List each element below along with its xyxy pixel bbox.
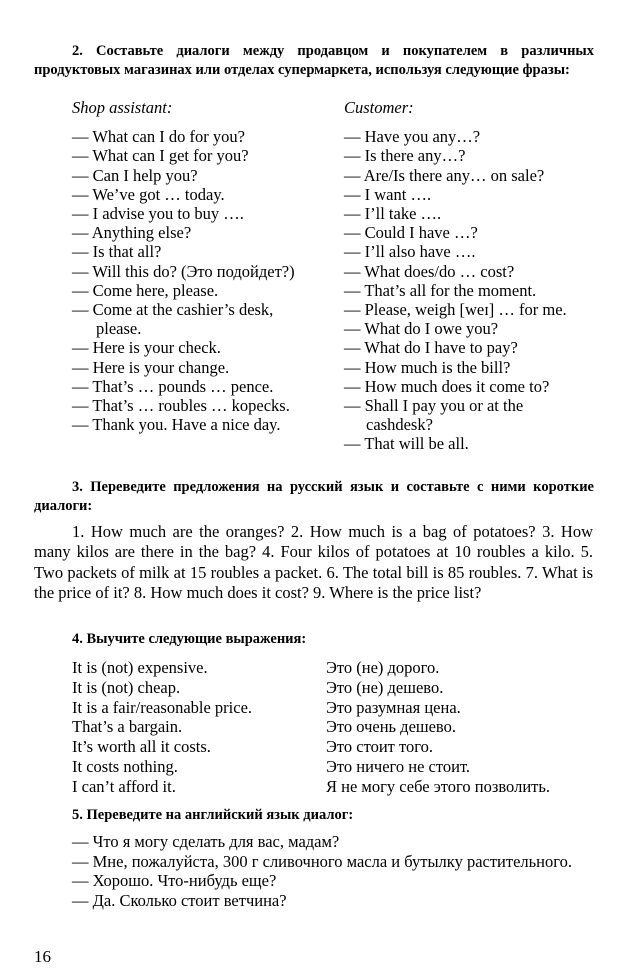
expression: It is (not) cheap. <box>72 677 181 697</box>
translation: Это разумная цена. <box>326 697 461 717</box>
expression: It’s worth all it costs. <box>72 737 211 757</box>
page-number: 16 <box>34 947 51 966</box>
task-2-heading: 2. Составьте диалоги между продавцом и покупателем в различных продуктовых магазинах или отделах супермаркета, используя следующие фразы: <box>34 43 594 78</box>
translation: Это ничего не стоит. <box>326 756 471 776</box>
phrase: — Will this do? (Это подойдет?) <box>72 261 295 281</box>
phrase: — Is there any…? <box>344 146 466 166</box>
expression: It is a fair/reasonable price. <box>72 697 253 717</box>
task-5-dialog <box>34 832 593 910</box>
phrase: — Anything else? <box>72 223 192 243</box>
phrase: — I want …. <box>344 184 432 204</box>
phrase: — How much is the bill? <box>344 357 511 377</box>
expression: That’s a bargain. <box>72 717 183 737</box>
translation: Я не могу себе этого позволить. <box>326 776 551 796</box>
phrase: — Here is your change. <box>72 357 230 377</box>
shop-assistant-column <box>72 98 322 434</box>
expressions-english <box>72 658 312 797</box>
phrase-continuation: please. <box>96 319 142 339</box>
customer-column <box>344 98 594 454</box>
phrase: — I’ll take …. <box>344 204 442 224</box>
translation: Это очень дешево. <box>326 717 456 737</box>
phrase: — Here is your check. <box>72 338 221 358</box>
phrase: — I’ll also have …. <box>344 242 476 262</box>
phrase: — What do I have to pay? <box>344 338 518 358</box>
phrase: — Have you any…? <box>344 127 481 147</box>
dialog-line: — Да. Сколько стоит ветчина? <box>72 890 287 910</box>
phrase: — That’s … roubles … kopecks. <box>72 396 290 416</box>
phrase: — What does/do … cost? <box>344 261 515 281</box>
phrase: — What do I owe you? <box>344 319 499 339</box>
phrase: — Thank you. Have a nice day. <box>72 415 281 435</box>
phrase: — We’ve got … today. <box>72 184 225 204</box>
dialog-line: — Что я могу сделать для вас, мадам? <box>72 832 340 851</box>
phrase: — Come here, please. <box>72 280 219 300</box>
shop-assistant-title: Shop assistant: <box>72 98 173 117</box>
expressions-russian <box>326 658 596 797</box>
task-3-heading: 3. Переведите предложения на русский язык и составьте с ними короткие диалоги: <box>34 479 594 514</box>
expression: I can’t afford it. <box>72 776 176 796</box>
phrase: — That will be all. <box>344 434 469 454</box>
translation: Это (не) дешево. <box>326 677 444 697</box>
phrase: — Could I have …? <box>344 223 478 243</box>
phrase: — Come at the cashier’s desk, <box>72 300 274 320</box>
phrase: — Is that all? <box>72 242 162 262</box>
phrase: — That’s all for the moment. <box>344 280 537 300</box>
phrase-continuation: cashdesk? <box>366 415 433 435</box>
phrase: — Please, weigh [weɪ] … for me. <box>344 300 567 320</box>
translation: Это стоит того. <box>326 737 433 757</box>
task-4-heading: 4. Выучите следующие выражения: <box>72 631 307 647</box>
task-5-heading: 5. Переведите на английский язык диалог: <box>72 807 354 823</box>
phrase: — Can I help you? <box>72 165 198 185</box>
dialog-line: — Мне, пожалуйста, 300 г сливочного масла и бутылку растительного. <box>72 851 572 871</box>
phrase: — I advise you to buy …. <box>72 204 244 224</box>
task-3-sentences: 1. How much are the oranges? 2. How much is a bag of potatoes? 3. How many kilos are there in the bag? 4. Four kilos of potatoes at 10 roubles a kilo. 5. Two packets of milk at 15 roubles a packet. 6. The total bill is 85 roubles. 7. What is the price of it? 8. How much does it cost? 9. Where is the price list? <box>34 522 593 603</box>
expression: It costs nothing. <box>72 756 178 776</box>
phrase: — That’s … pounds … pence. <box>72 376 274 396</box>
translation: Это (не) дорого. <box>326 658 440 677</box>
phrase: — What can I get for you? <box>72 146 249 166</box>
expression: It is (not) expensive. <box>72 658 208 677</box>
phrase: — What can I do for you? <box>72 127 245 147</box>
phrase: — How much does it come to? <box>344 376 550 396</box>
phrase: — Are/Is there any… on sale? <box>344 165 545 185</box>
dialog-line: — Хорошо. Что-нибудь еще? <box>72 871 277 891</box>
phrase: — Shall I pay you or at the <box>344 396 524 416</box>
customer-title: Customer: <box>344 98 414 117</box>
